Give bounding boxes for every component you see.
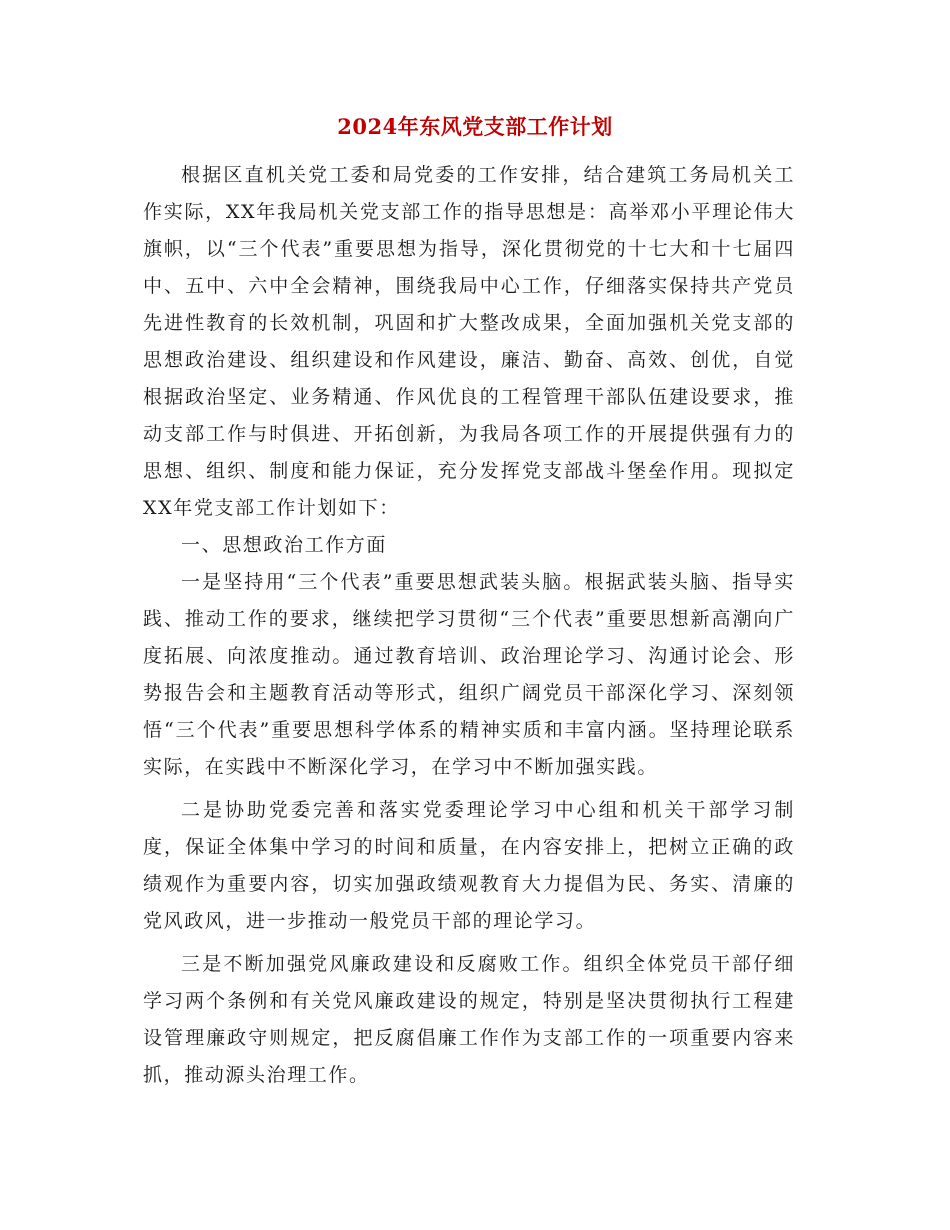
body-paragraph: 三是不断加强党风廉政建设和反腐败工作。组织全体党员干部仔细学习两个条例和有关党风廉政建设的规定，特别是坚决贯彻执行工程建设管理廉政守则规定，把反腐倡廉工作作为支部工作的一项重要内容来抓，推动源头治理工作。: [143, 953, 795, 1086]
intro-paragraph: 根据区直机关党工委和局党委的工作安排，结合建筑工务局机关工作实际，XX年我局机关党支部工作的指导思想是：高举邓小平理论伟大旗帜，以“三个代表”重要思想为指导，深化贯彻党的十七大和十七届四中、五中、六中全会精神，围绕我局中心工作，仔细落实保持共产党员先进性教育的长效机制，巩固和扩大整改成果，全面加强机关党支部的思想政治建设、组织建设和作风建设，廉洁、勤奋、高效、创优，自觉根据政治坚定、业务精通、作风优良的工程管理干部队伍建设要求，推动支部工作与时俱进、开拓创新，为我局各项工作的开展提供强有力的思想、组织、制度和能力保证，充分发挥党支部战斗堡垒作用。现拟定XX年党支部工作计划如下：: [143, 164, 795, 519]
body-paragraph: 二是协助党委完善和落实党委理论学习中心组和机关干部学习制度，保证全体集中学习的时间和质量，在内容安排上，把树立正确的政绩观作为重要内容，切实加强政绩观教育大力提倡为民、务实、清廉的党风政风，进一步推动一般党员干部的理论学习。: [143, 799, 795, 932]
document-title: 2024年东风党支部工作计划: [337, 114, 613, 139]
document-body: [143, 157, 795, 1094]
body-paragraph: 一是坚持用“三个代表”重要思想武装头脑。根据武装头脑、指导实践、推动工作的要求，继续把学习贯彻“三个代表”重要思想新高潮向广度拓展、向浓度推动。通过教育培训、政治理论学习、沟通讨论会、形势报告会和主题教育活动等形式，组织广阔党员干部深化学习、深刻领悟“三个代表”重要思想科学体系的精神实质和丰富内涵。坚持理论联系实际，在实践中不断深化学习，在学习中不断加强实践。: [143, 571, 795, 778]
section-heading: 一、思想政治工作方面: [181, 534, 388, 556]
